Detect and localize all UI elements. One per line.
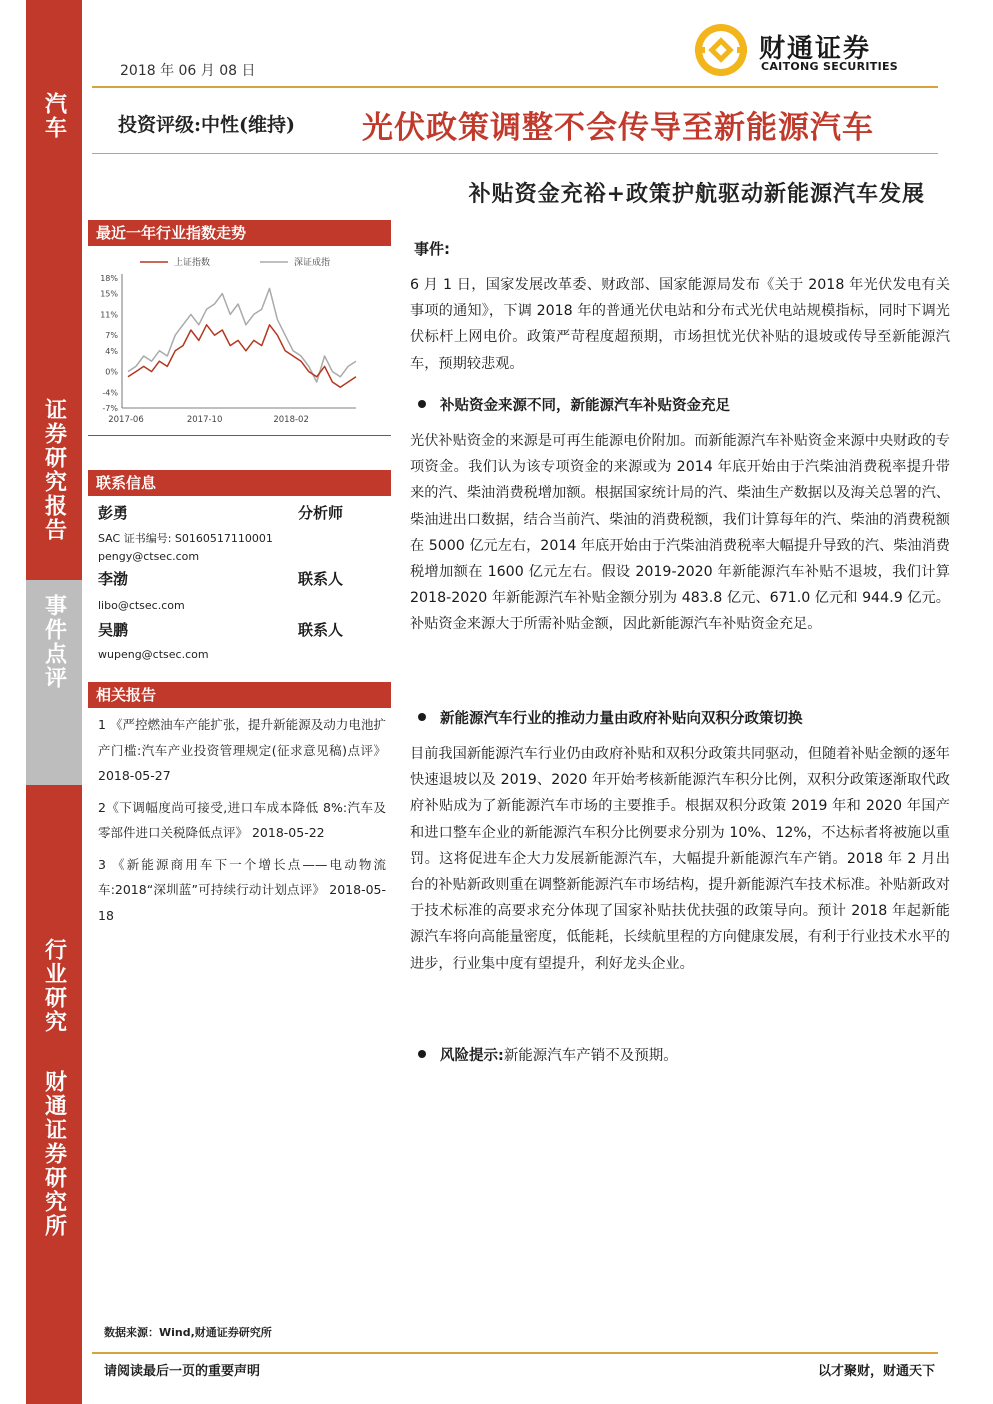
logo-english-name: CAITONG SECURITIES	[761, 60, 899, 73]
logo-chinese-name: 财通证券	[759, 34, 872, 64]
company-logo	[693, 22, 913, 78]
sidebar-institute: 财通证券研究所	[41, 1070, 68, 1238]
sidebar-industry: 行业研究	[41, 938, 68, 1034]
section-heading-policy: 新能源汽车行业的推动力量由政府补贴向双积分政策切换	[418, 707, 803, 728]
event-paragraph: 6 月 1 日，国家发展改革委、财政部、国家能源局发布《关于 2018 年光伏发电有关事项的通知》，下调 2018 年的普通光伏电站和分布式光伏电站规模指标，同时下调光伏标杆上网电价。政策严苛程度超预期，市场担忧光伏补贴的退坡或传导至新能源汽车，预期较悲观。	[410, 277, 950, 372]
section-heading-subsidy: 补贴资金来源不同，新能源汽车补贴资金充足	[418, 394, 730, 415]
risk-warning	[418, 1044, 678, 1065]
company-slogan: 以才聚财，财通天下	[817, 1364, 935, 1379]
legend-label: 深证成指	[294, 258, 331, 268]
x-tick-label: 2017-06	[108, 415, 144, 425]
bullet-icon	[418, 400, 426, 408]
y-tick-label: 18%	[100, 274, 118, 283]
contact-email[interactable]: wupeng@ctsec.com	[98, 648, 209, 661]
sidebar-band	[26, 0, 82, 1404]
related-report-item[interactable]: 3 《新能源商用车下一个增长点——电动物流车:2018“深圳蓝”可持续行动计划点评》 2018-05-18	[98, 856, 386, 923]
y-tick-label: 11%	[100, 310, 118, 320]
header-rule-bottom	[92, 153, 938, 154]
contact-name: 吴鹏	[98, 621, 129, 639]
y-tick-label: -4%	[102, 388, 118, 398]
bullet-icon	[418, 713, 426, 721]
contact-email[interactable]: libo@ctsec.com	[98, 599, 185, 612]
footer-rule	[92, 1352, 938, 1354]
y-tick-label: 15%	[100, 289, 118, 299]
x-tick-label: 2018-02	[273, 415, 309, 425]
reports-panel-heading: 相关报告	[88, 682, 391, 708]
series-line	[128, 288, 356, 382]
y-tick-label: -7%	[102, 404, 118, 413]
risk-label: 风险提示:	[440, 1048, 504, 1064]
series-line	[128, 325, 356, 387]
index-panel-heading: 最近一年行业指数走势	[88, 220, 391, 246]
logo-emblem-icon	[693, 22, 749, 78]
index-chart	[88, 246, 391, 436]
contact-sac-number: SAC 证书编号: S0160517110001	[98, 532, 273, 545]
report-date: 2018 年 06 月 08 日	[120, 63, 256, 79]
data-source: 数据来源：Wind,财通证券研究所	[104, 1326, 272, 1339]
y-tick-label: 0%	[105, 367, 118, 377]
event-label: 事件:	[414, 240, 450, 258]
report-subtitle: 补贴资金充裕+政策护航驱动新能源汽车发展	[468, 181, 925, 207]
x-tick-label: 2017-10	[186, 415, 223, 425]
subsidy-paragraph: 光伏补贴资金的来源是可再生能源电价附加。而新能源汽车补贴资金来源中央财政的专项资金。我们认为该专项资金的来源或为 2014 年底开始由于汽柴油消费税率提升带来的汽、柴油消费税增加额。根据国家统计局的汽、柴油生产数据以及海关总署的汽、柴油进出口数据，结合当前汽、柴油的消费税额，我们计算每年的汽、柴油的消费税额在 5000 亿元左右，2014 年底开始由于汽柴油消费税率大幅提升导致的汽、柴油消费税增加额在 1600 亿元左右。假设 2019-2020 年新能源汽车补贴不退坡，我们计算 2018-2020 年新能源汽车补贴金额分别为 483.8 亿元、671.0 亿元和 944.9 亿元。补贴资金来源大于所需补贴金额，因此新能源汽车补贴资金充足。	[410, 433, 950, 633]
related-report-item[interactable]: 2《下调幅度尚可接受,进口车成本降低 8%:汽车及零部件进口关税降低点评》 2018-05-22	[98, 799, 386, 840]
disclaimer-note: 请阅读最后一页的重要声明	[104, 1364, 261, 1379]
contact-role: 联系人	[298, 570, 344, 588]
contact-role: 分析师	[298, 504, 344, 522]
header-rule-top	[92, 86, 938, 88]
sidebar-report-type: 证券研究报告	[41, 398, 68, 542]
sidebar-highlight: 事件点评	[26, 580, 82, 785]
contact-role: 联系人	[298, 621, 344, 639]
policy-paragraph: 目前我国新能源汽车行业仍由政府补贴和双积分政策共同驱动，但随着补贴金额的逐年快速退坡以及 2019、2020 年开始考核新能源汽车积分比例，双积分政策逐渐取代政府补贴成为了新能源汽车市场的主要推手。根据双积分政策 2019 年和 2020 年国产和进口整车企业的新能源汽车积分比例要求分别为 10%、12%，不达标者将被施以重罚。这将促进车企大力发展新能源汽车，大幅提升新能源汽车产销。2018 年 2 月出台的补贴新政则重在调整新能源汽车市场结构，提升新能源汽车技术标准。补贴新政对于技术标准的高要求充分体现了国家补贴扶优扶强的政策导向。预计 2018 年起新能源汽车将向高能量密度，低能耗，长续航里程的方向健康发展，有利于行业技术水平的进步，行业集中度有望提升，利好龙头企业。	[410, 746, 950, 972]
related-reports-list	[98, 712, 386, 928]
legend-label: 上证指数	[174, 258, 211, 268]
y-tick-label: 4%	[105, 346, 118, 356]
risk-text: 新能源汽车产销不及预期。	[503, 1048, 678, 1064]
related-report-item[interactable]: 1 《严控燃油车产能扩张，提升新能源及动力电池扩产门槛:汽车产业投资管理规定(征求意见稿)点评》 2018-05-27	[98, 717, 386, 783]
bullet-icon	[418, 1050, 426, 1058]
contact-email[interactable]: pengy@ctsec.com	[98, 550, 200, 563]
index-chart-svg	[88, 246, 391, 436]
y-tick-label: 7%	[105, 331, 118, 341]
contact-name: 彭勇	[98, 504, 129, 522]
contact-name: 李渤	[98, 570, 129, 588]
report-title: 光伏政策调整不会传导至新能源汽车	[362, 110, 874, 146]
investment-rating: 投资评级:中性(维持)	[118, 114, 295, 136]
contact-panel-heading: 联系信息	[88, 470, 391, 496]
sidebar-sector: 汽车	[41, 92, 68, 140]
